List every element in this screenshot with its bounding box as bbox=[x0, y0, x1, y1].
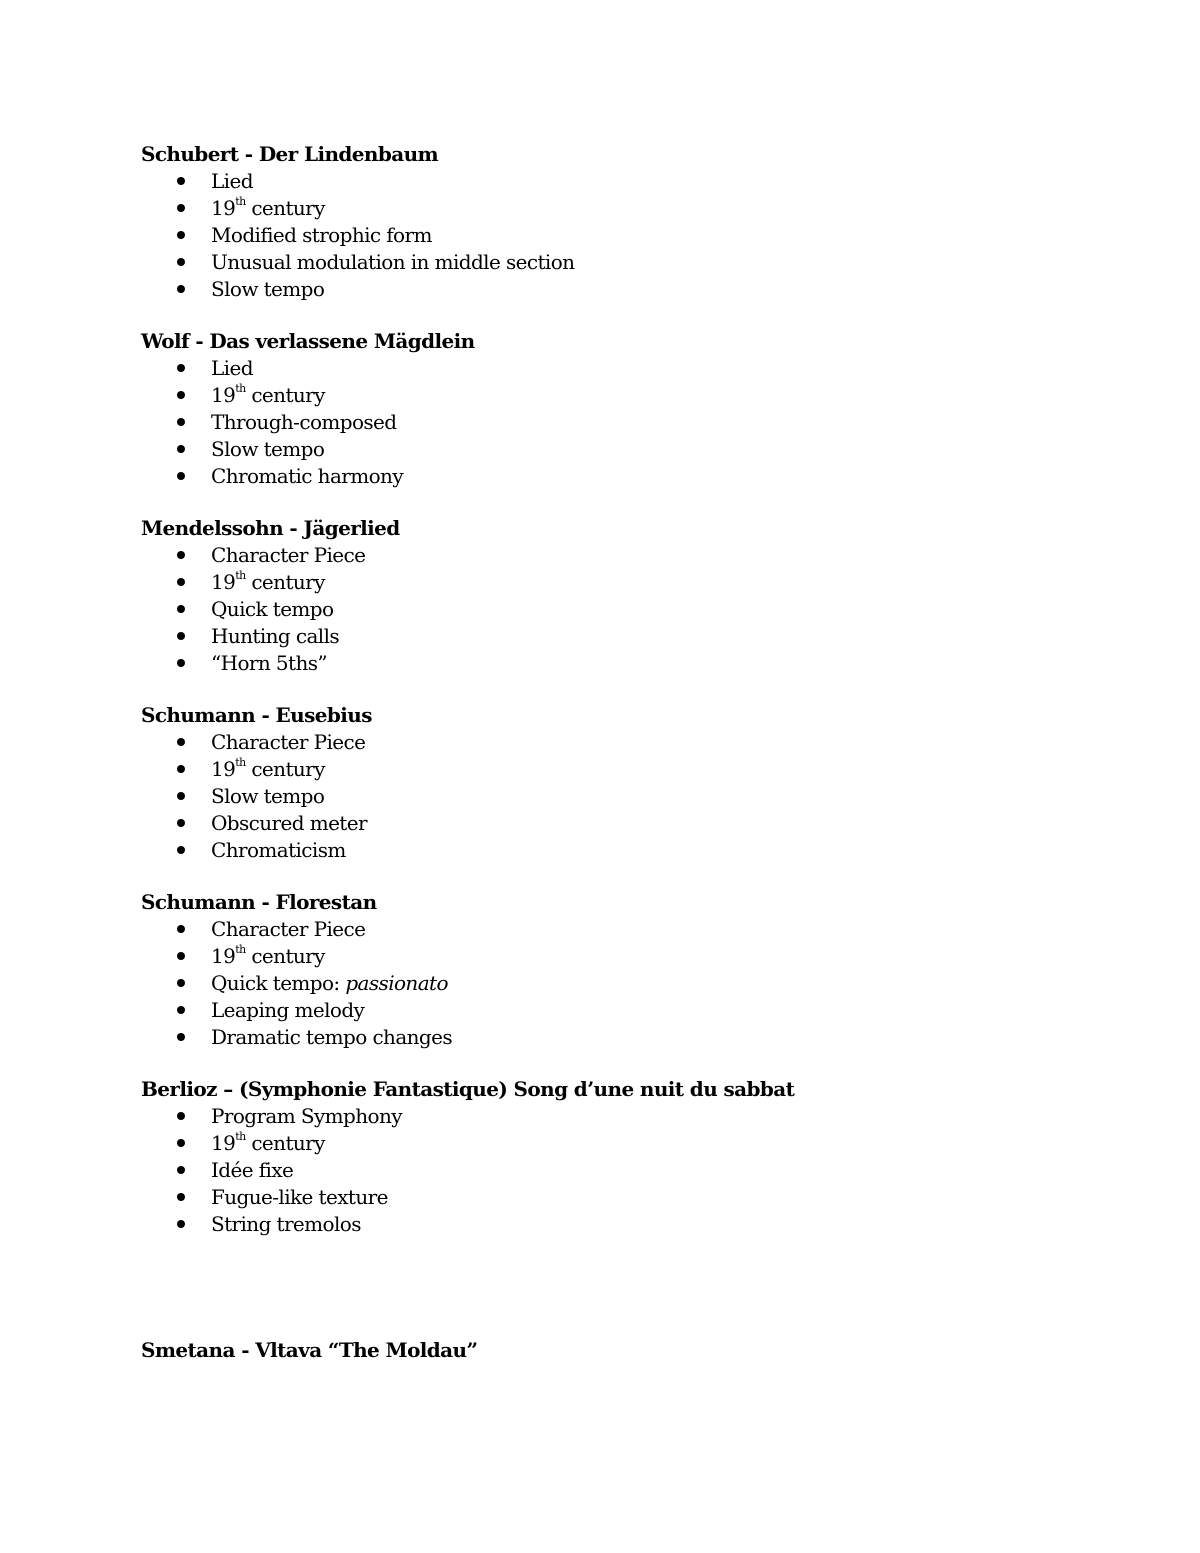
bullet-icon bbox=[177, 1139, 185, 1147]
bullet-icon bbox=[177, 578, 185, 586]
section-heading: Berlioz – (Symphonie Fantastique) Song d’une nuit du sabbat bbox=[141, 1077, 795, 1101]
bullet-icon bbox=[177, 285, 185, 293]
section-heading: Wolf - Das verlassene Mägdlein bbox=[141, 329, 475, 353]
bullet-icon bbox=[177, 925, 185, 933]
bullet-list bbox=[141, 1103, 1121, 1238]
bullet-icon bbox=[177, 738, 185, 746]
list-item: Leaping melody bbox=[141, 997, 1121, 1024]
list-item: String tremolos bbox=[141, 1211, 1121, 1238]
bullet-icon bbox=[177, 1006, 185, 1014]
list-item: Slow tempo bbox=[141, 783, 1121, 810]
blank-space bbox=[141, 1262, 1121, 1336]
bullet-icon bbox=[177, 391, 185, 399]
document-page bbox=[141, 140, 1121, 1388]
list-item: Chromatic harmony bbox=[141, 463, 1121, 490]
bullet-icon bbox=[177, 204, 185, 212]
section-heading: Smetana - Vltava “The Moldau” bbox=[141, 1338, 478, 1362]
list-item: 19th century bbox=[141, 1130, 1121, 1157]
list-item: Through-composed bbox=[141, 409, 1121, 436]
list-item: Quick tempo bbox=[141, 596, 1121, 623]
list-item: Slow tempo bbox=[141, 436, 1121, 463]
section-heading: Schumann - Florestan bbox=[141, 890, 377, 914]
bullet-icon bbox=[177, 792, 185, 800]
list-item: Obscured meter bbox=[141, 810, 1121, 837]
bullet-icon bbox=[177, 418, 185, 426]
list-item: Character Piece bbox=[141, 542, 1121, 569]
bullet-icon bbox=[177, 258, 185, 266]
bullet-icon bbox=[177, 364, 185, 372]
bullet-icon bbox=[177, 1220, 185, 1228]
section-wolf-magdlein bbox=[141, 327, 1121, 490]
list-item: 19th century bbox=[141, 569, 1121, 596]
bullet-icon bbox=[177, 605, 185, 613]
bullet-icon bbox=[177, 659, 185, 667]
list-item: Character Piece bbox=[141, 916, 1121, 943]
list-item: Program Symphony bbox=[141, 1103, 1121, 1130]
bullet-icon bbox=[177, 1166, 185, 1174]
list-item: “Horn 5ths” bbox=[141, 650, 1121, 677]
list-item: Chromaticism bbox=[141, 837, 1121, 864]
bullet-icon bbox=[177, 765, 185, 773]
section-heading: Mendelssohn - Jägerlied bbox=[141, 516, 400, 540]
bullet-icon bbox=[177, 632, 185, 640]
list-item: 19th century bbox=[141, 943, 1121, 970]
bullet-icon bbox=[177, 177, 185, 185]
bullet-list bbox=[141, 542, 1121, 677]
bullet-icon bbox=[177, 1193, 185, 1201]
list-item: Fugue-like texture bbox=[141, 1184, 1121, 1211]
list-item: 19th century bbox=[141, 195, 1121, 222]
bullet-list bbox=[141, 729, 1121, 864]
bullet-icon bbox=[177, 846, 185, 854]
list-item: Hunting calls bbox=[141, 623, 1121, 650]
list-item: Idée fixe bbox=[141, 1157, 1121, 1184]
bullet-icon bbox=[177, 979, 185, 987]
section-mendelssohn-jagerlied bbox=[141, 514, 1121, 677]
list-item: Lied bbox=[141, 355, 1121, 382]
bullet-list bbox=[141, 355, 1121, 490]
bullet-icon bbox=[177, 445, 185, 453]
bullet-icon bbox=[177, 231, 185, 239]
list-item: Slow tempo bbox=[141, 276, 1121, 303]
bullet-list bbox=[141, 168, 1121, 303]
bullet-icon bbox=[177, 1033, 185, 1041]
section-schumann-eusebius bbox=[141, 701, 1121, 864]
section-schumann-florestan bbox=[141, 888, 1121, 1051]
list-item: 19th century bbox=[141, 382, 1121, 409]
section-schubert-lindenbaum bbox=[141, 140, 1121, 303]
list-item: 19th century bbox=[141, 756, 1121, 783]
list-item: Quick tempo: passionato bbox=[141, 970, 1121, 997]
bullet-icon bbox=[177, 551, 185, 559]
bullet-icon bbox=[177, 1112, 185, 1120]
section-berlioz-symphonie bbox=[141, 1075, 1121, 1238]
list-item: Modified strophic form bbox=[141, 222, 1121, 249]
list-item: Lied bbox=[141, 168, 1121, 195]
list-item: Unusual modulation in middle section bbox=[141, 249, 1121, 276]
list-item: Dramatic tempo changes bbox=[141, 1024, 1121, 1051]
list-item: Character Piece bbox=[141, 729, 1121, 756]
section-heading: Schubert - Der Lindenbaum bbox=[141, 142, 439, 166]
bullet-icon bbox=[177, 952, 185, 960]
bullet-icon bbox=[177, 472, 185, 480]
section-smetana-vltava bbox=[141, 1336, 1121, 1364]
bullet-icon bbox=[177, 819, 185, 827]
section-heading: Schumann - Eusebius bbox=[141, 703, 372, 727]
bullet-list bbox=[141, 916, 1121, 1051]
